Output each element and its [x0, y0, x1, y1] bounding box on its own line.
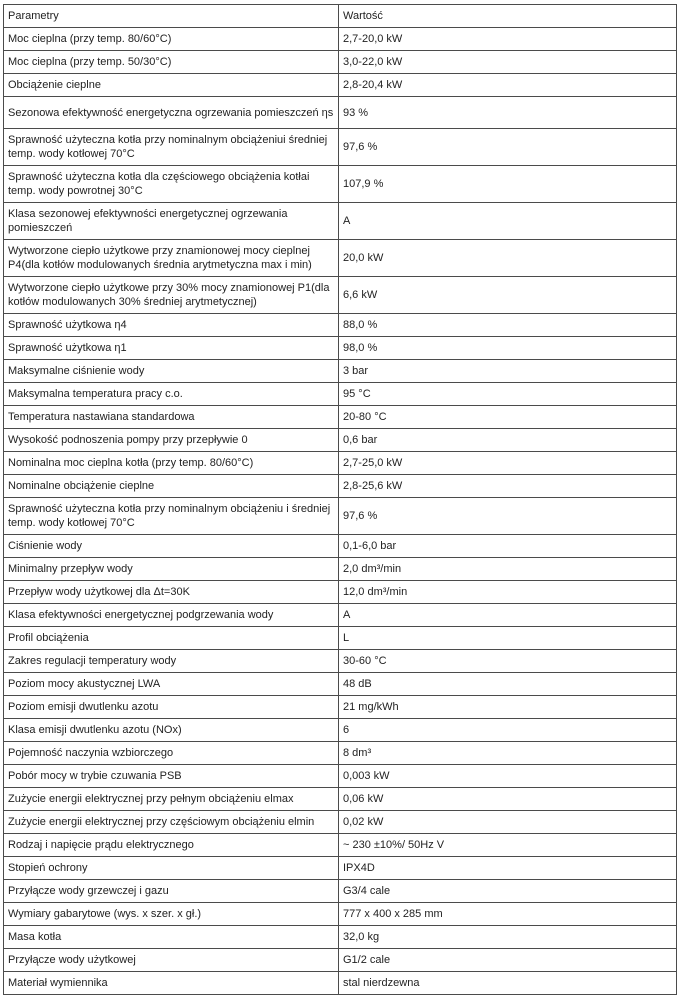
table-row — [4, 857, 677, 880]
param-cell: Sprawność użytkowa η1 — [4, 337, 339, 360]
param-cell: Zużycie energii elektrycznej przy pełnym obciążeniu elmax — [4, 788, 339, 811]
table-row — [4, 314, 677, 337]
header-row — [4, 5, 677, 28]
param-cell: Wymiary gabarytowe (wys. x szer. x gł.) — [4, 903, 339, 926]
param-cell: Maksymalne ciśnienie wody — [4, 360, 339, 383]
value-cell: 0,02 kW — [339, 811, 677, 834]
value-cell: 0,003 kW — [339, 765, 677, 788]
value-cell: 6 — [339, 719, 677, 742]
param-cell: Stopień ochrony — [4, 857, 339, 880]
value-cell: 95 °C — [339, 383, 677, 406]
value-cell: 2,0 dm³/min — [339, 558, 677, 581]
table-row — [4, 406, 677, 429]
param-cell: Zużycie energii elektrycznej przy częściowym obciążeniu elmin — [4, 811, 339, 834]
table-row — [4, 166, 677, 203]
param-cell: Sprawność użyteczna kotła przy nominalnym obciążeniui średniej temp. wody kotłowej 70°C — [4, 129, 339, 166]
value-cell: A — [339, 604, 677, 627]
param-cell: Masa kotła — [4, 926, 339, 949]
value-cell: G3/4 cale — [339, 880, 677, 903]
value-cell: 21 mg/kWh — [339, 696, 677, 719]
table-row — [4, 673, 677, 696]
table-row — [4, 383, 677, 406]
value-cell: 88,0 % — [339, 314, 677, 337]
value-column-header: Wartość — [339, 5, 677, 28]
table-row — [4, 765, 677, 788]
table-row — [4, 360, 677, 383]
param-cell: Klasa efektywności energetycznej podgrzewania wody — [4, 604, 339, 627]
value-cell: L — [339, 627, 677, 650]
value-cell: 0,1-6,0 bar — [339, 535, 677, 558]
value-cell: 107,9 % — [339, 166, 677, 203]
table-row — [4, 696, 677, 719]
table-row — [4, 97, 677, 129]
table-row — [4, 129, 677, 166]
table-row — [4, 788, 677, 811]
value-cell: A — [339, 203, 677, 240]
value-cell: 0,6 bar — [339, 429, 677, 452]
param-column-header: Parametry — [4, 5, 339, 28]
table-row — [4, 498, 677, 535]
param-cell: Ciśnienie wody — [4, 535, 339, 558]
value-cell: 3 bar — [339, 360, 677, 383]
table-row — [4, 558, 677, 581]
value-cell: 20-80 °C — [339, 406, 677, 429]
param-cell: Profil obciążenia — [4, 627, 339, 650]
value-cell: 32,0 kg — [339, 926, 677, 949]
value-cell: 93 % — [339, 97, 677, 129]
param-cell: Przyłącze wody grzewczej i gazu — [4, 880, 339, 903]
param-cell: Materiał wymiennika — [4, 972, 339, 995]
param-cell: Wysokość podnoszenia pompy przy przepływie 0 — [4, 429, 339, 452]
table-row — [4, 719, 677, 742]
param-cell: Zakres regulacji temperatury wody — [4, 650, 339, 673]
value-cell: 8 dm³ — [339, 742, 677, 765]
param-cell: Pobór mocy w trybie czuwania PSB — [4, 765, 339, 788]
param-cell: Moc cieplna (przy temp. 50/30°C) — [4, 51, 339, 74]
table-row — [4, 74, 677, 97]
param-cell: Moc cieplna (przy temp. 80/60°C) — [4, 28, 339, 51]
param-cell: Sezonowa efektywność energetyczna ogrzewania pomieszczeń ηs — [4, 97, 339, 129]
value-cell: 2,8-25,6 kW — [339, 475, 677, 498]
table-row — [4, 742, 677, 765]
table-row — [4, 972, 677, 995]
param-cell: Obciążenie cieplne — [4, 74, 339, 97]
value-cell: 97,6 % — [339, 498, 677, 535]
value-cell: 12,0 dm³/min — [339, 581, 677, 604]
table-row — [4, 650, 677, 673]
value-cell: 3,0-22,0 kW — [339, 51, 677, 74]
value-cell: ~ 230 ±10%/ 50Hz V — [339, 834, 677, 857]
value-cell: stal nierdzewna — [339, 972, 677, 995]
table-row — [4, 949, 677, 972]
param-cell: Klasa sezonowej efektywności energetycznej ogrzewania pomieszczeń — [4, 203, 339, 240]
param-cell: Przepływ wody użytkowej dla Δt=30K — [4, 581, 339, 604]
table-row — [4, 926, 677, 949]
value-cell: 6,6 kW — [339, 277, 677, 314]
table-row — [4, 581, 677, 604]
value-cell: 48 dB — [339, 673, 677, 696]
spec-table — [3, 4, 677, 995]
table-row — [4, 51, 677, 74]
table-row — [4, 535, 677, 558]
param-cell: Rodzaj i napięcie prądu elektrycznego — [4, 834, 339, 857]
value-cell: 2,7-20,0 kW — [339, 28, 677, 51]
param-cell: Poziom emisji dwutlenku azotu — [4, 696, 339, 719]
table-row — [4, 452, 677, 475]
table-row — [4, 28, 677, 51]
param-cell: Przyłącze wody użytkowej — [4, 949, 339, 972]
table-row — [4, 903, 677, 926]
value-cell: 98,0 % — [339, 337, 677, 360]
table-row — [4, 475, 677, 498]
specification-page — [0, 4, 679, 989]
param-cell: Minimalny przepływ wody — [4, 558, 339, 581]
table-row — [4, 277, 677, 314]
table-row — [4, 627, 677, 650]
param-cell: Maksymalna temperatura pracy c.o. — [4, 383, 339, 406]
param-cell: Poziom mocy akustycznej LWA — [4, 673, 339, 696]
table-body — [4, 28, 677, 995]
value-cell: 0,06 kW — [339, 788, 677, 811]
param-cell: Pojemność naczynia wzbiorczego — [4, 742, 339, 765]
param-cell: Sprawność użyteczna kotła dla częściowego obciążenia kotłai temp. wody powrotnej 30°C — [4, 166, 339, 203]
param-cell: Wytworzone ciepło użytkowe przy 30% mocy znamionowej P1(dla kotłów modulowanych 30% średniej arytmetycznej) — [4, 277, 339, 314]
value-cell: 2,8-20,4 kW — [339, 74, 677, 97]
table-row — [4, 834, 677, 857]
value-cell: IPX4D — [339, 857, 677, 880]
param-cell: Temperatura nastawiana standardowa — [4, 406, 339, 429]
table-row — [4, 337, 677, 360]
param-cell: Sprawność użytkowa η4 — [4, 314, 339, 337]
table-row — [4, 240, 677, 277]
value-cell: 97,6 % — [339, 129, 677, 166]
param-cell: Klasa emisji dwutlenku azotu (NOx) — [4, 719, 339, 742]
value-cell: 20,0 kW — [339, 240, 677, 277]
value-cell: 777 x 400 x 285 mm — [339, 903, 677, 926]
param-cell: Nominalna moc cieplna kotła (przy temp. 80/60°C) — [4, 452, 339, 475]
table-row — [4, 203, 677, 240]
table-row — [4, 604, 677, 627]
param-cell: Nominalne obciążenie cieplne — [4, 475, 339, 498]
table-row — [4, 880, 677, 903]
table-row — [4, 429, 677, 452]
table-row — [4, 811, 677, 834]
value-cell: G1/2 cale — [339, 949, 677, 972]
param-cell: Wytworzone ciepło użytkowe przy znamionowej mocy cieplnej P4(dla kotłów modulowanych średnia arytmetyczna max i min) — [4, 240, 339, 277]
param-cell: Sprawność użyteczna kotła przy nominalnym obciążeniu i średniej temp. wody kotłowej 70°C — [4, 498, 339, 535]
value-cell: 2,7-25,0 kW — [339, 452, 677, 475]
value-cell: 30-60 °C — [339, 650, 677, 673]
